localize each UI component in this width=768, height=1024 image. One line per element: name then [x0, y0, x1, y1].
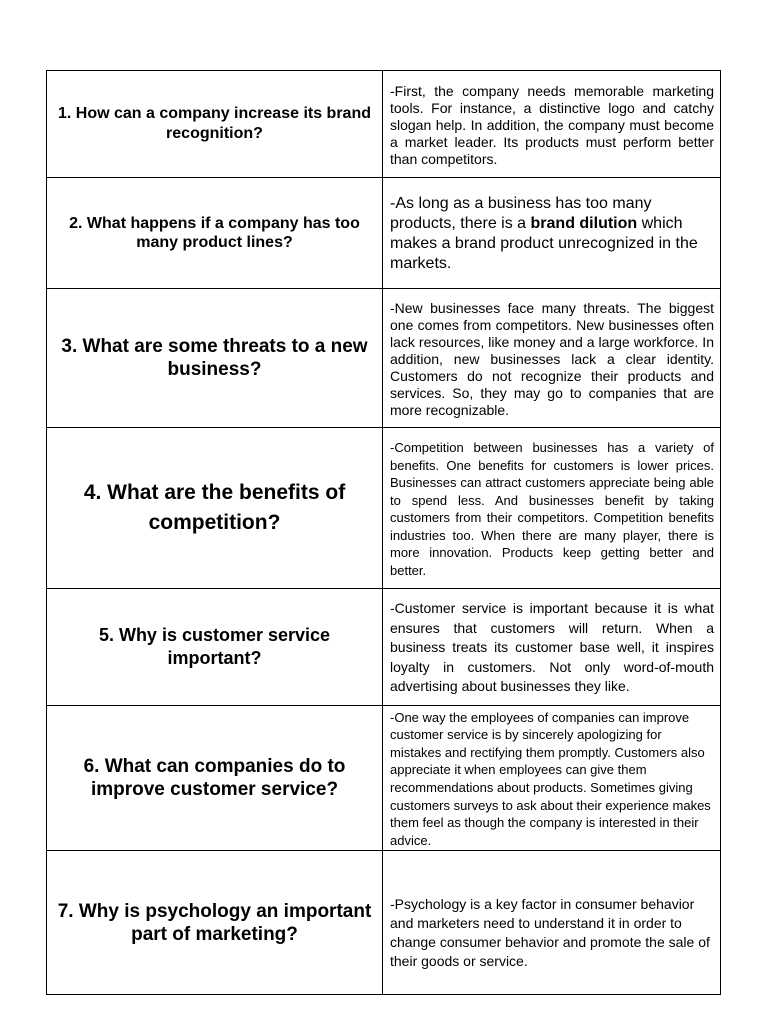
answer-cell	[383, 71, 721, 178]
answer-cell	[383, 428, 721, 589]
answer-cell	[383, 706, 721, 851]
question-cell: 5. Why is customer service important?	[47, 589, 383, 706]
answer-text: -New businesses face many threats. The biggest one comes from competitors. New businesses often lack resources, like money and a large workforce. In addition, new businesses lack a clear identity. Customers do not recognize their products and services. So, they may go to companies that are more recognizable.	[390, 299, 714, 418]
table-row	[47, 851, 721, 995]
answer-text-part: -As long as a business has too many products, there is a	[390, 195, 652, 232]
table-row	[47, 178, 721, 289]
answer-text: -Psychology is a key factor in consumer behavior and marketers need to understand it in order to change consumer behavior and promote the sale of their goods or service.	[390, 895, 710, 969]
answer-cell	[383, 851, 721, 995]
table-row	[47, 706, 721, 851]
answer-cell	[383, 178, 721, 289]
answer-text	[390, 194, 714, 274]
answer-text-part: which makes a brand product unrecognized in the markets.	[390, 215, 698, 272]
question-cell: 2. What happens if a company has too many product lines?	[47, 178, 383, 289]
answer-cell	[383, 289, 721, 428]
answer-text: -Customer service is important because it is what ensures that customers will return. When a business treats its customer base well, it inspires loyalty in customers. Not only word-of-mouth advertising about businesses they like.	[390, 600, 714, 695]
question-cell: 4. What are the benefits of competition?	[47, 428, 383, 589]
answer-text: -One way the employees of companies can improve customer service is by sincerely apologizing for mistakes and rectifying them promptly. Customers also appreciate it when employees can give them recommendations about products. Sometimes giving customers surveys to ask about their experience makes them feel as though the company is interested in their advice.	[390, 709, 711, 848]
answer-text: -First, the company needs memorable marketing tools. For instance, a distinctive logo and catchy slogan help. In addition, the company must become a market leader. Its products must perform better than competitors.	[390, 82, 714, 167]
table-row	[47, 428, 721, 589]
question-cell: 3. What are some threats to a new business?	[47, 289, 383, 428]
question-cell: 6. What can companies do to improve customer service?	[47, 706, 383, 851]
qa-table	[46, 70, 721, 995]
question-cell: 1. How can a company increase its brand recognition?	[47, 71, 383, 178]
answer-emphasis: brand dilution	[530, 215, 638, 232]
table-row	[47, 289, 721, 428]
answer-cell	[383, 589, 721, 706]
table-row	[47, 589, 721, 706]
question-cell: 7. Why is psychology an important part of marketing?	[47, 851, 383, 995]
table-row	[47, 71, 721, 178]
answer-text: -Competition between businesses has a variety of benefits. One benefits for customers is lower prices. Businesses can attract customers appreciate being able to spend less. And businesses benefit by taking customers from their competitors. Competition benefits industries too. When there are many player, there is more innovation. Products keep getting better and better.	[390, 440, 714, 578]
